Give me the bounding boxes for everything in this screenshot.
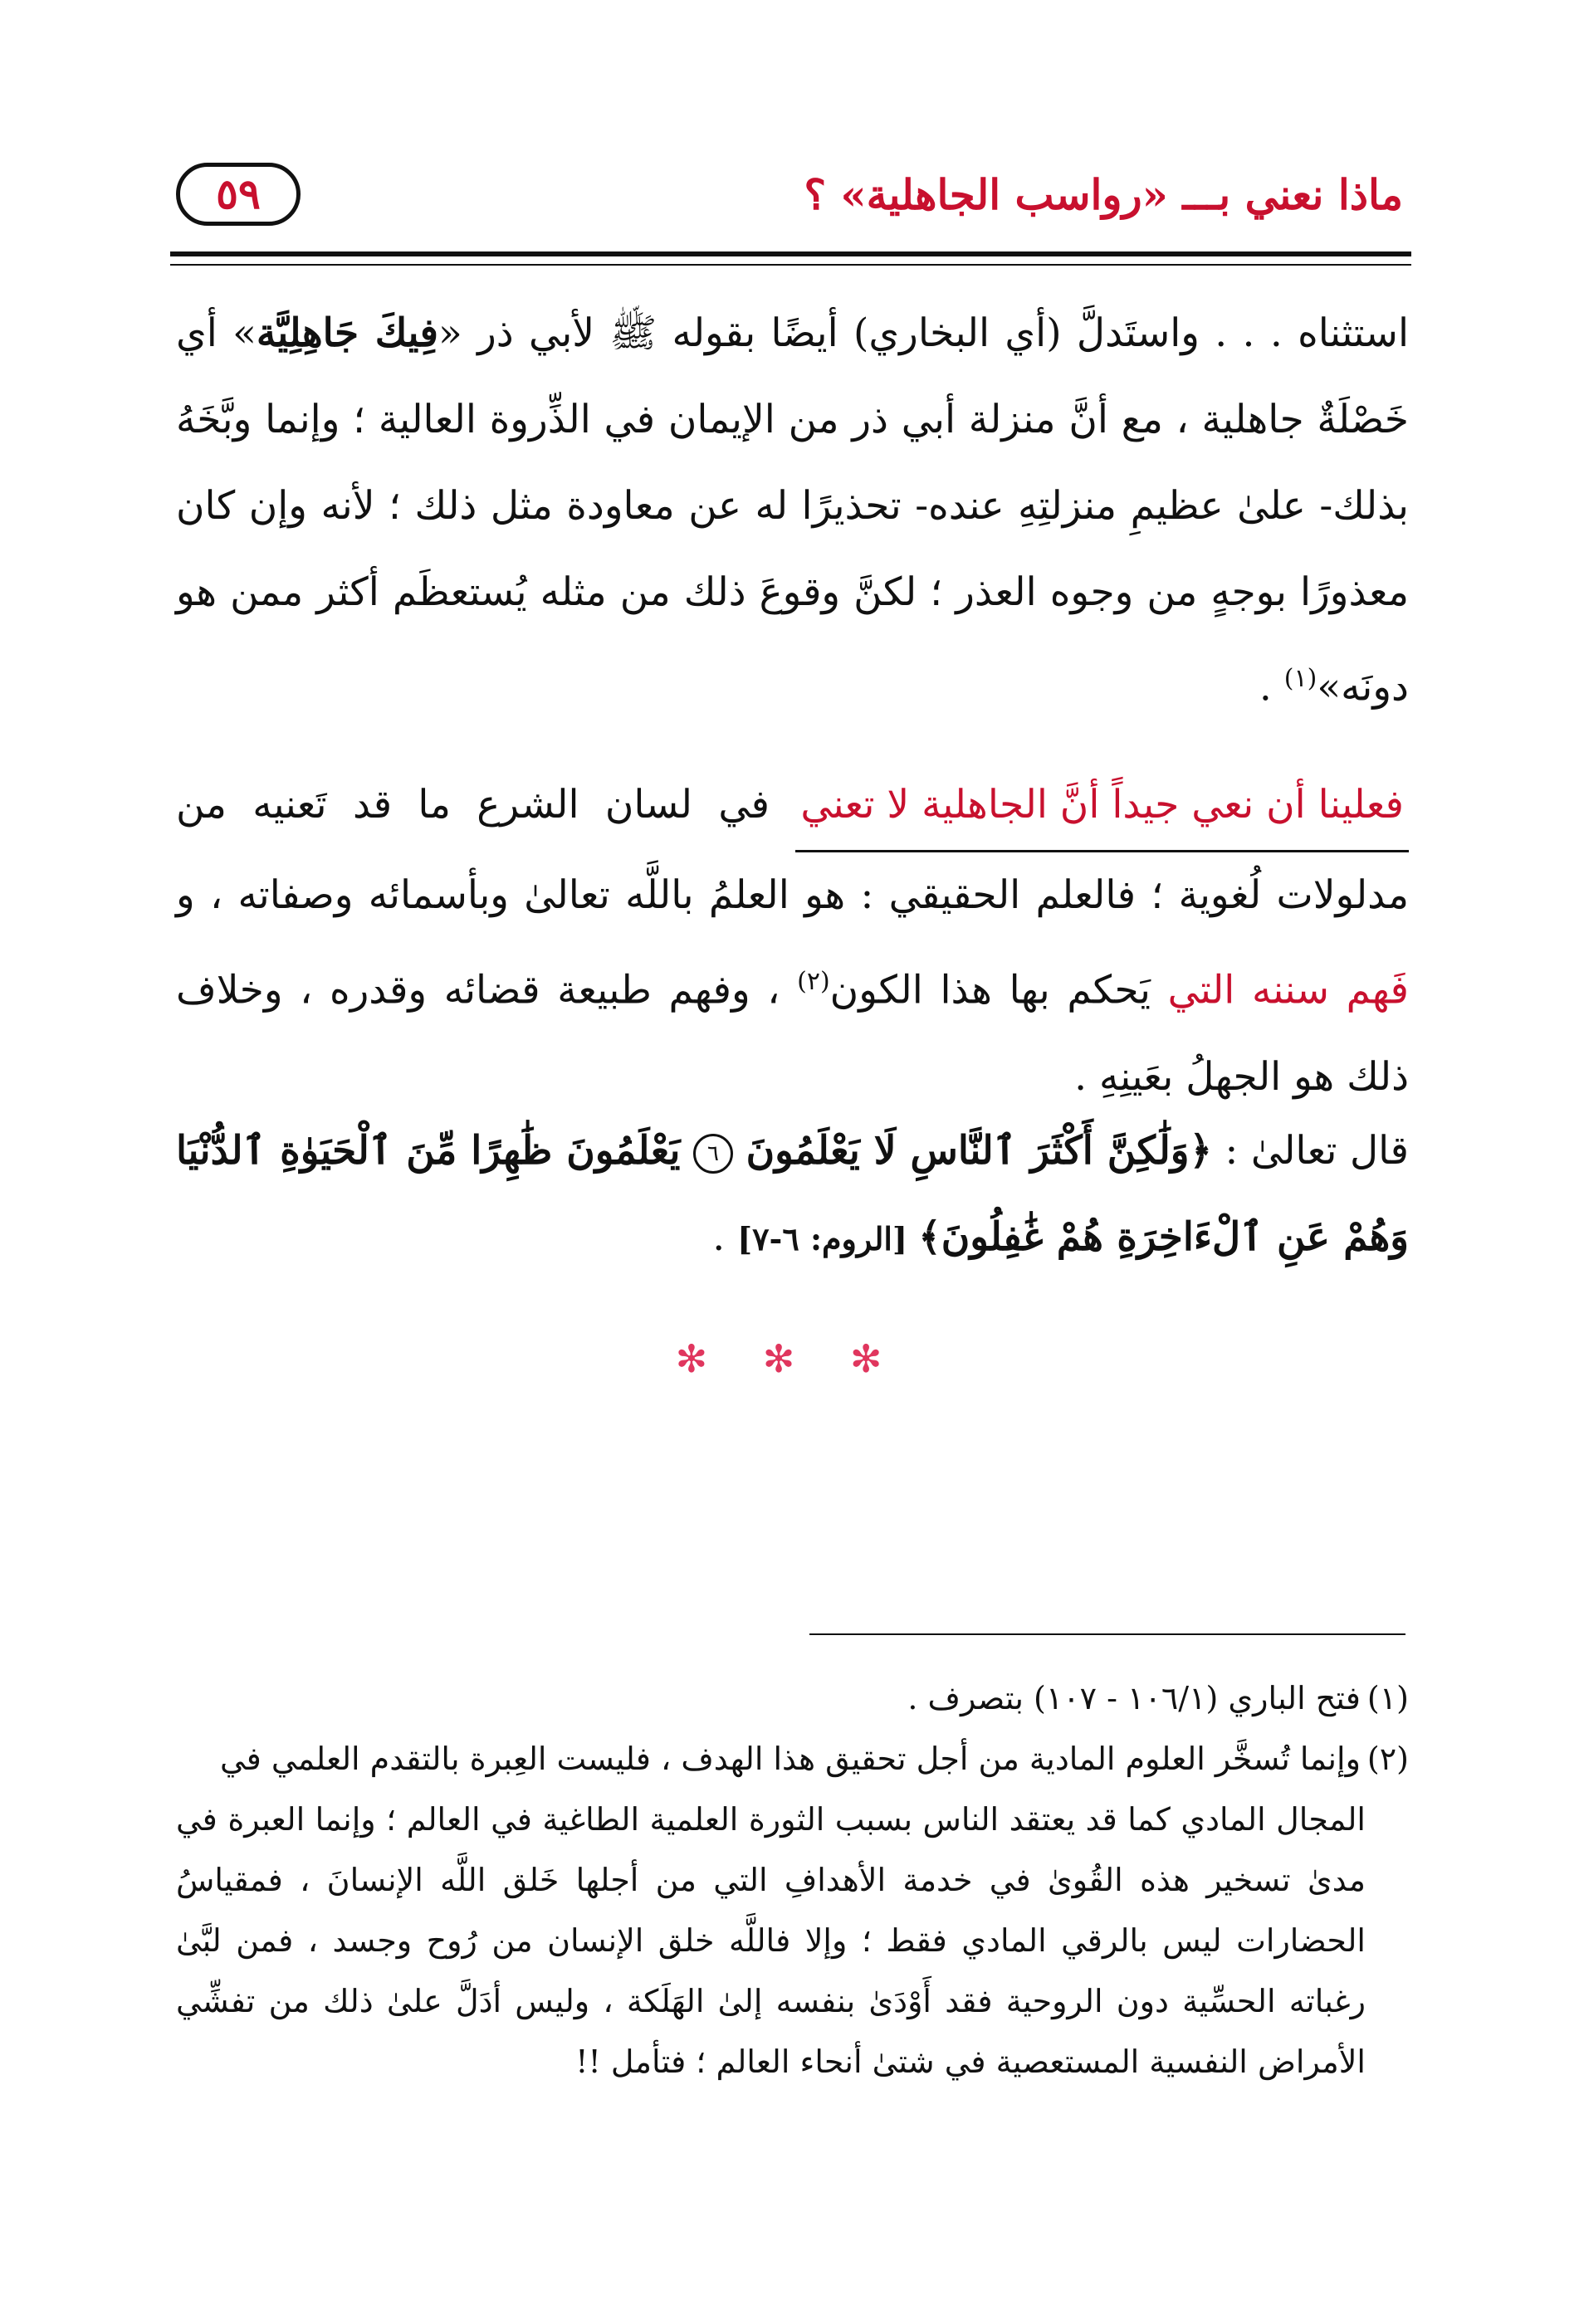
verse-reference: [الروم: ٦-٧]	[737, 1220, 919, 1257]
footnote-2-continuation: المجال المادي كما قد يعتقد الناس بسبب الثورة العلمية الطاغية في العالم ؛ وإنما العبرة في مدىٰ تسخير هذه القُوىٰ في خدمة الأهدافِ التي من أجلها خَلق اللَّه الإنسانَ ، فمقياسُ الحضارات ليس بالرقي المادي فقط ؛ وإلا فاللَّه خلق الإنسان من رُوح وجسد ، فمن لبَّىٰ رغباته الحسِّية دون الروحية فقد أَوْدَىٰ بنفسه إلىٰ الهَلَكة ، وليس أدَلَّ علىٰ ذلك من تفشِّي الأمراض النفسية المستعصية في شتىٰ أنحاء العالم ؛ فتأمل !!	[176, 1801, 1366, 2080]
p2-highlight: فعلينا أن نعي جيداً أنَّ الجاهلية لا تعني	[795, 762, 1409, 852]
p1-text-a: استثناه . . . واستَدلَّ (أي البخاري) أيضًا بقوله ﷺ لأبي ذر «	[438, 310, 1409, 356]
p1-text-c: » أي خَصْلَةٌ جاهلية ، مع أنَّ منزلة أبي ذر من الإيمان في الذِّروة العالية ؛ وإنما وبَّخَهُ بذلك- علىٰ عظيمِ منزلتِهِ عنده- تحذيرًا له عن معاودة مثل ذلك ؛ لأنه وإن كان معذورًا بوجهٍ من وجوه العذر ؛ لكنَّ وقوعَ ذلك من مثله يُستعظَم أكثر ممن هو دونَه»	[176, 310, 1409, 710]
footnote-1-text: فتح الباري (١٠٦/١ - ١٠٧) بتصرف .	[907, 1680, 1361, 1716]
footnote-rule	[809, 1633, 1405, 1635]
running-head: ماذا نعني بـــ «رواسب الجاهلية» ؟	[804, 170, 1403, 219]
page-number: ٥٩	[216, 169, 261, 218]
p1-quote-bold: فِيكَ جَاهِلِيَّة	[256, 310, 439, 356]
footnote-2-number: (٢)	[1366, 1741, 1409, 1777]
page-number-badge	[176, 163, 301, 226]
footnote-2	[176, 1729, 1409, 1789]
p2-text-c: ، وفهم طبيعة قضائه وقدره ، وخلاف ذلك هو الجهلُ بعَينِهِ .	[176, 967, 1409, 1100]
ayah-number-mark: ٦	[693, 1134, 733, 1174]
section-separator-asterisks: ✻ ✻ ✻	[675, 1336, 904, 1381]
paragraph-1	[176, 290, 1409, 731]
verse-part-b: يَعْلَمُونَ ظَٰهِرًا مِّنَ ٱلْحَيَوٰةِ ٱلدُّنْيَا وَهُمْ عَنِ ٱلْءَاخِرَةِ هُمْ غَٰفِلُونَ﴾	[176, 1128, 1409, 1260]
header-rule-thick	[170, 251, 1411, 256]
p2-text-b: يَحكم بها هذا الكون	[829, 967, 1168, 1013]
p3-intro: قال تعالىٰ :	[1212, 1128, 1409, 1174]
footnote-2-first-line: وإنما تُسخَّر العلوم المادية من أجل تحقيق هذا الهدف ، فليست العِبرة بالتقدم العلمي في	[220, 1741, 1361, 1777]
footnote-1	[176, 1668, 1409, 1729]
footnote-ref-1: (١)	[1283, 664, 1317, 693]
paragraph-3-quran	[176, 1108, 1409, 1282]
p2-text-a: في لسان الشرع ما قد تَعنيه من مدلولات لُغوية ؛ فالعلم الحقيقي : هو العلمُ باللَّه تعالىٰ وبأسمائه وصفاته ، و	[176, 782, 1409, 918]
paragraph-2	[176, 762, 1409, 1120]
p3-end: .	[712, 1214, 738, 1260]
footnote-1-number: (١)	[1366, 1680, 1409, 1716]
p2-red-word: فَهم سننه التي	[1167, 967, 1410, 1013]
footnote-ref-2: (٢)	[797, 967, 830, 996]
header-rule-thin	[170, 264, 1411, 266]
footnotes	[176, 1668, 1409, 2092]
p1-text-d: .	[1259, 664, 1284, 710]
verse-part-a: ﴿وَلَٰكِنَّ أَكْثَرَ ٱلنَّاسِ لَا يَعْلَمُونَ	[746, 1128, 1213, 1174]
